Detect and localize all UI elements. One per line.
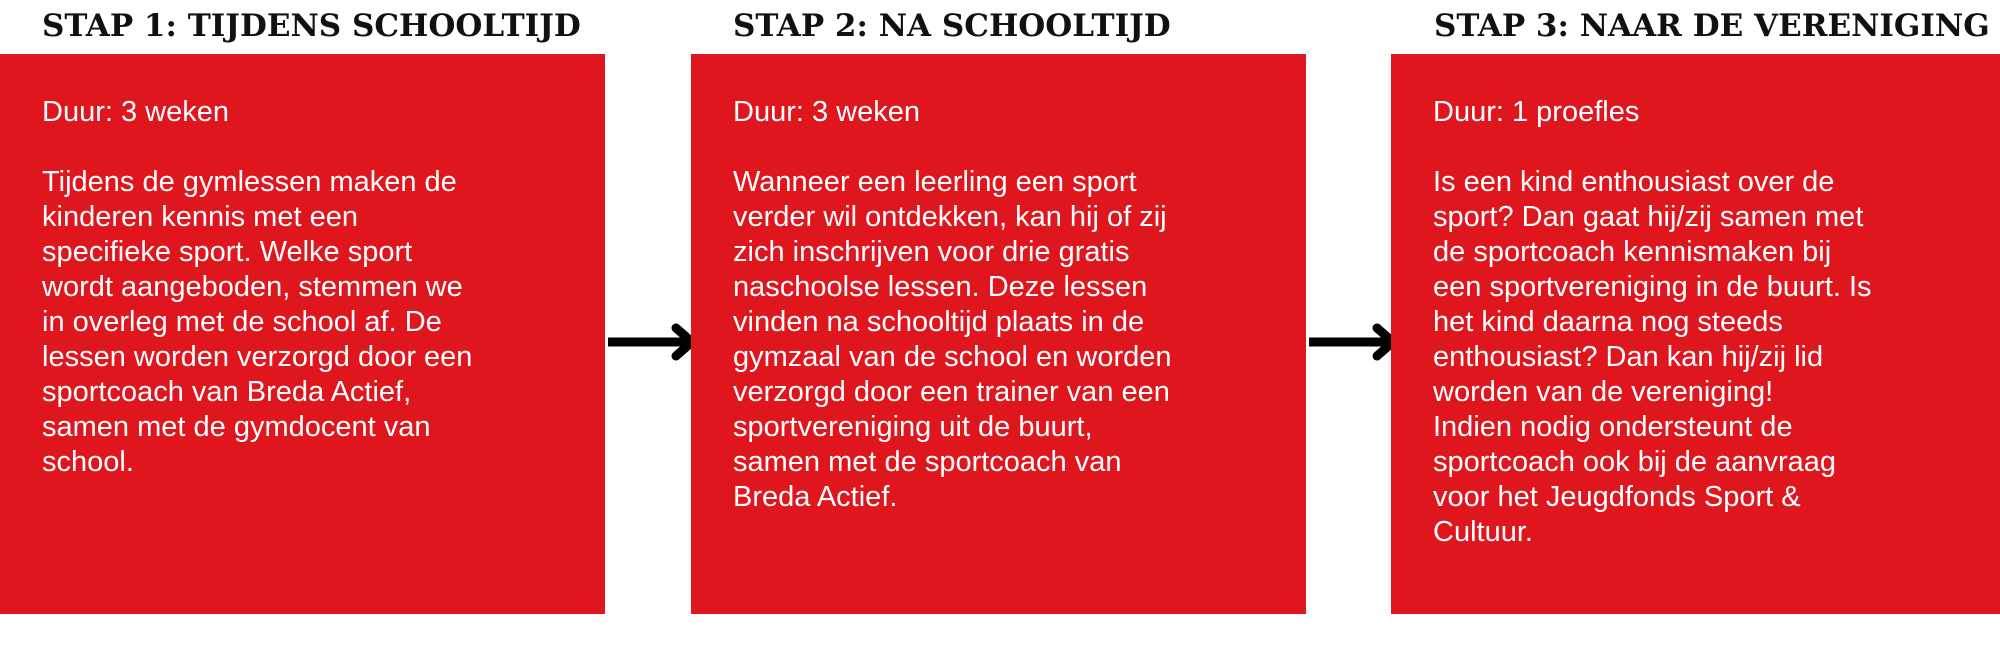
arrow-right-icon [604,322,700,362]
step-3-title: STAP 3: NAAR DE VERENIGING [1434,8,1990,44]
step-2-duration: Duur: 3 weken [733,96,920,128]
step-2-title: STAP 2: NA SCHOOLTIJD [733,8,1171,44]
step-2-box [691,54,1306,614]
step-1-title: STAP 1: TIJDENS SCHOOLTIJD [42,8,581,44]
step-3-box [1391,54,2000,614]
step-1-duration: Duur: 3 weken [42,96,229,128]
step-2-description: Wanneer een leerling een sport verder wil ontdekken, kan hij of zij zich inschrijven voor drie gratis naschoolse lessen. Deze lessen vinden na schooltijd plaats in de gymzaal van de school en worden verzorgd door een trainer van een sportvereniging uit de buurt, samen met de sportcoach van Breda Actief. [733,166,1172,513]
arrow-right-icon [1305,322,1401,362]
step-3-duration: Duur: 1 proefles [1433,96,1640,128]
step-1-description: Tijdens de gymlessen maken de kinderen kennis met een specifieke sport. Welke sport wordt aangeboden, stemmen we in overleg met de school af. De lessen worden verzorgd door een sportcoach van Breda Actief, samen met de gymdocent van school. [42,166,473,478]
step-1-box [0,54,605,614]
step-3-description: Is een kind enthousiast over de sport? Dan gaat hij/zij samen met de sportcoach kennismaken bij een sportvereniging in de buurt. Is het kind daarna nog steeds enthousiast? Dan kan hij/zij lid worden van de vereniging! Indien nodig ondersteunt de sportcoach ook bij de aanvraag voor het Jeugdfonds Sport & Cultuur. [1433,166,1872,548]
